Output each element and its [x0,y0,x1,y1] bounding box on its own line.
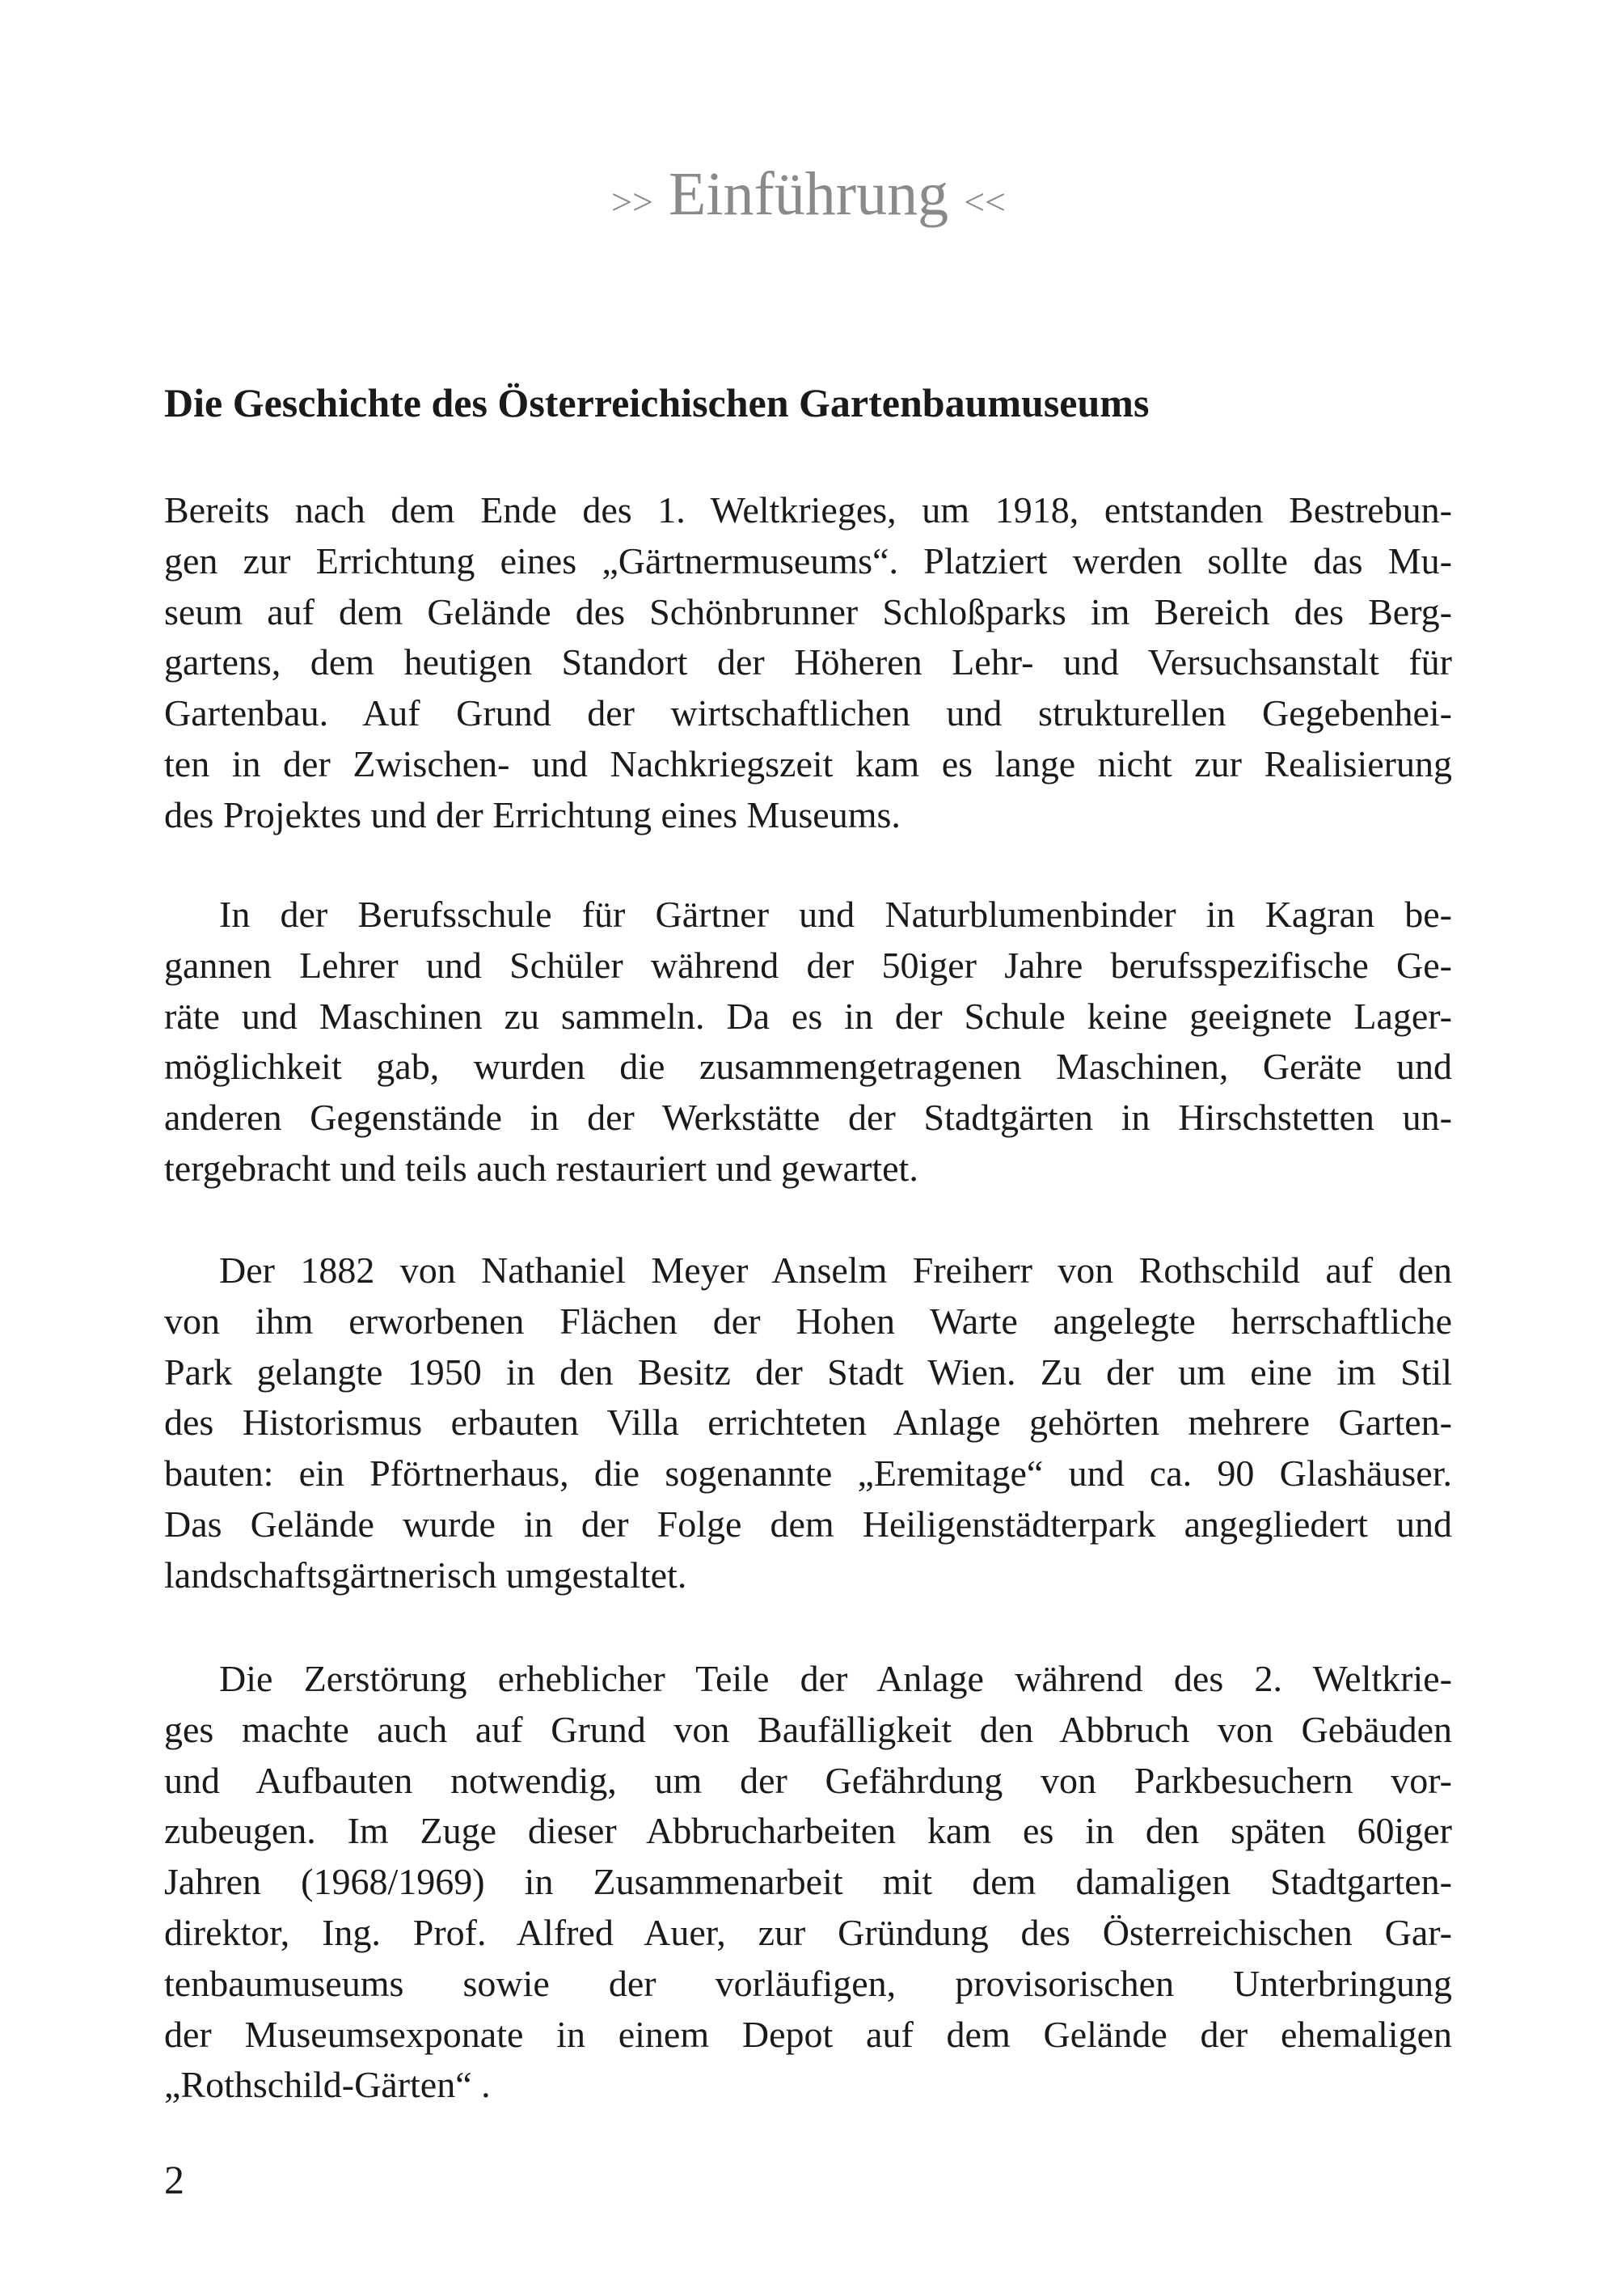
paragraph-line: seum auf dem Gelände des Schönbrunner Schloßparks im Bereich des Berg- [164,590,1452,632]
paragraph-line: anderen Gegenstände in der Werkstätte der Stadtgärten in Hirschstetten un- [164,1097,1452,1139]
paragraph-line: Das Gelände wurde in der Folge dem Heiligenstädterpark angegliedert und [164,1503,1452,1545]
chapter-open-mark: >> [611,181,653,222]
paragraph-line: tergebracht und teils auch restauriert und gewartet. [164,1147,918,1189]
paragraph-line: der Museumsexponate in einem Depot auf dem Gelände der ehemaligen [164,2013,1452,2055]
paragraph-line: gartens, dem heutigen Standort der Höheren Lehr- und Versuchsanstalt für [164,641,1452,683]
paragraph-line: ten in der Zwischen- und Nachkriegszeit kam es lange nicht zur Realisierung [164,742,1452,784]
chapter-title-text: Einführung [668,160,949,228]
paragraph-line: möglichkeit gab, wurden die zusammengetragenen Maschinen, Geräte und [164,1046,1452,1088]
chapter-title [0,154,1617,243]
paragraph-line: Jahren (1968/1969) in Zusammenarbeit mit dem damaligen Stadtgarten- [164,1861,1452,1903]
paragraph-line: Park gelangte 1950 in den Besitz der Stadt Wien. Zu der um eine im Stil [164,1351,1452,1393]
paragraph-line: des Historismus erbauten Villa errichteten Anlage gehörten mehrere Garten- [164,1402,1452,1444]
paragraph-line: bauten: ein Pförtnerhaus, die sogenannte „Eremitage“ und ca. 90 Glashäuser. [164,1452,1452,1495]
paragraph-1 [164,485,1452,841]
paragraph-line: gen zur Errichtung eines „Gärtnermuseums“. Platziert werden sollte das Mu- [164,539,1452,581]
paragraph-line: räte und Maschinen zu sammeln. Da es in der Schule keine geeignete Lager- [164,995,1452,1037]
paragraph-line: direktor, Ing. Prof. Alfred Auer, zur Gründung des Österreichischen Gar- [164,1911,1452,1953]
paragraph-line: Der 1882 von Nathaniel Meyer Anselm Freiherr von Rothschild auf den [219,1249,1452,1291]
paragraph-4 [164,1654,1452,2111]
paragraph-line: ges machte auch auf Grund von Baufälligkeit den Abbruch von Gebäuden [164,1708,1452,1750]
section-heading: Die Geschichte des Österreichischen Gartenbaumuseums [164,380,1150,425]
paragraph-3 [164,1245,1452,1601]
paragraph-line: und Aufbauten notwendig, um der Gefährdung von Parkbesuchern vor- [164,1759,1452,1801]
paragraph-line: zubeugen. Im Zuge dieser Abbrucharbeiten kam es in den späten 60iger [164,1810,1452,1852]
paragraph-line: des Projektes und der Errichtung eines Museums. [164,793,901,835]
paragraph-line: Die Zerstörung erheblicher Teile der Anlage während des 2. Weltkrie- [219,1658,1452,1699]
paragraph-line: von ihm erworbenen Flächen der Hohen Warte angelegte herrschaftliche [164,1300,1452,1342]
chapter-close-mark: << [964,181,1006,222]
page-number: 2 [164,2157,184,2202]
paragraph-2 [164,890,1452,1195]
paragraph-line: In der Berufsschule für Gärtner und Naturblumenbinder in Kagran be- [219,894,1452,935]
paragraph-line: tenbaumuseums sowie der vorläufigen, provisorischen Unterbringung [164,1962,1452,2004]
paragraph-line: landschaftsgärtnerisch umgestaltet. [164,1554,687,1596]
paragraph-line: gannen Lehrer und Schüler während der 50iger Jahre berufsspezifische Ge- [164,944,1452,986]
paragraph-line: Bereits nach dem Ende des 1. Weltkrieges, um 1918, entstanden Bestrebun- [164,489,1452,531]
paragraph-line: Gartenbau. Auf Grund der wirtschaftlichen und strukturellen Gegebenhei- [164,692,1452,734]
paragraph-line: „Rothschild-Gärten“ . [164,2064,491,2106]
